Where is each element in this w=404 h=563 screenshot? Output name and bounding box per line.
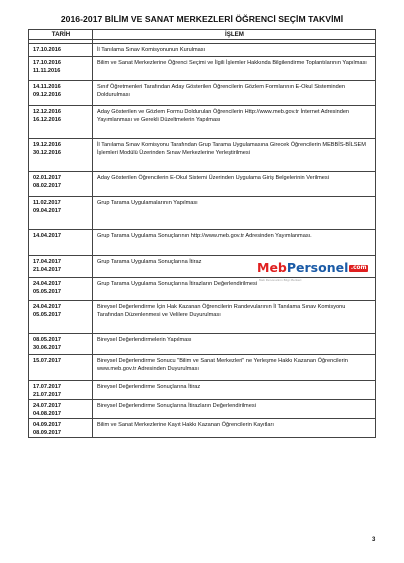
date-line: 11.02.2017 [33, 199, 61, 206]
date-cell [29, 197, 93, 230]
table-row [29, 301, 376, 334]
page-number: 3 [372, 537, 376, 543]
table-row [29, 334, 376, 355]
mebpersonel-watermark-logo [257, 260, 375, 282]
date-line: 05.05.2017 [33, 311, 61, 318]
date-line: 24.07.2017 [33, 402, 61, 409]
task-cell: Aday Gösterilen Öğrencilerin E-Okul Sistemi Üzerinden Uygulama Giriş Belgelerinin Verilmesi [93, 172, 376, 197]
task-column-header: İŞLEM [93, 30, 376, 40]
logo-personel-text: Personel [286, 260, 349, 275]
date-column-header: TARİH [29, 30, 93, 40]
date-line: 08.02.2017 [33, 182, 61, 189]
date-line: 14.04.2017 [33, 232, 61, 239]
task-cell: Sınıf Öğretmenleri Tarafından Aday Gösterilen Öğrencilerin Gözlem Formlarının E-Okul Sisteminden Doldurulması [93, 81, 376, 106]
date-line: 17.10.2016 [33, 46, 61, 53]
date-cell [29, 355, 93, 381]
date-cell [29, 381, 93, 400]
date-line: 16.12.2016 [33, 116, 61, 123]
date-line: 15.07.2017 [33, 357, 61, 364]
date-line: 04.09.2017 [33, 421, 61, 428]
date-line: 30.06.2017 [33, 344, 61, 351]
date-cell [29, 57, 93, 81]
table-row [29, 197, 376, 230]
task-cell: Bireysel Değerlendirme Sonuçlarına İtirazların Değerlendirilmesi [93, 400, 376, 419]
table-row [29, 355, 376, 381]
task-cell: İl Tanılama Sınav Komisyonu Tarafından Grup Tarama Uygulamasına Girecek Öğrencilerin MEBBİS-BİLSEM İşlemleri Modülü Üzerinden Sınav Merkezlerine Yerleştirilmesi [93, 139, 376, 172]
task-cell: Bilim ve Sanat Merkezlerine Kayıt Hakkı Kazanan Öğrencilerin Kayıtları [93, 419, 376, 438]
date-cell [29, 106, 93, 139]
date-cell [29, 139, 93, 172]
task-cell: Bilim ve Sanat Merkezlerine Öğrenci Seçimi ve İlgili İşlemler Hakkında Bilgilendirme Toplantılarının Yapılması [93, 57, 376, 81]
task-cell: Bireysel Değerlendirme Sonucu "Bilim ve Sanat Merkezleri" ne Yerleşme Hakkı Kazanan Öğrencilerin www.meb.gov.tr Adresinden Duyurulması [93, 355, 376, 381]
date-cell [29, 172, 93, 197]
task-cell: Grup Tarama Uygulama Sonuçlarına İtirazların Değerlendirilmesi [93, 278, 376, 301]
date-cell [29, 301, 93, 334]
date-line: 02.01.2017 [33, 174, 61, 181]
date-line: 17.04.2017 [33, 258, 61, 265]
task-cell: Grup Tarama Uygulama Sonuçlarına İtiraz [93, 256, 376, 278]
schedule-table [28, 29, 376, 438]
schedule-rows [29, 40, 376, 438]
date-line: 21.04.2017 [33, 266, 61, 273]
task-cell: Grup Tarama Uygulamalarının Yapılması [93, 197, 376, 230]
table-header-row [29, 30, 376, 40]
date-cell [29, 44, 93, 57]
task-cell: Bireysel Değerlendirme Sonuçlarına İtiraz [93, 381, 376, 400]
logo-meb-text: Meb [257, 260, 287, 275]
table-row [29, 139, 376, 172]
date-cell [29, 278, 93, 301]
date-line: 04.08.2017 [33, 410, 61, 417]
date-line: 30.12.2016 [33, 149, 61, 156]
table-row [29, 81, 376, 106]
table-row [29, 57, 376, 81]
date-line: 05.05.2017 [33, 288, 61, 295]
date-line: 19.12.2016 [33, 141, 61, 148]
date-line: 11.11.2016 [33, 67, 61, 74]
table-row [29, 278, 376, 301]
page-title: 2016-2017 BİLİM VE SANAT MERKEZLERİ ÖĞRENCİ SEÇİM TAKVİMİ [60, 14, 344, 24]
date-line: 08.09.2017 [33, 429, 61, 436]
date-cell [29, 81, 93, 106]
date-line: 09.04.2017 [33, 207, 61, 214]
date-cell [29, 400, 93, 419]
task-cell: Bireysel Değerlendirme İçin Hak Kazanan Öğrencilerin Randevularının İl Tanılama Sınav Komisyonu Tarafından Düzenlenmesi ve Velilere Duyurulması [93, 301, 376, 334]
task-cell: Grup Tarama Uygulama Sonuçlarının http://www.meb.gov.tr Adresinden Yayımlanması. [93, 230, 376, 256]
date-line: 14.11.2016 [33, 83, 61, 90]
table-row [29, 400, 376, 419]
table-row [29, 106, 376, 139]
logo-tagline: Meb Personelinin Bilgi Merkezi [259, 278, 302, 282]
date-cell [29, 334, 93, 355]
table-row [29, 419, 376, 438]
date-line: 17.10.2016 [33, 59, 61, 66]
task-cell: Aday Gösterilen ve Gözlem Formu Doldurulan Öğrencilerin Http://www.meb.gov.tr İnternet Adresinden Yayımlanması ve Gerekli Düzeltmelerin Yapılması [93, 106, 376, 139]
table-row [29, 230, 376, 256]
task-cell: Bireysel Değerlendirmelerin Yapılması [93, 334, 376, 355]
date-line: 24.04.2017 [33, 303, 61, 310]
date-line: 21.07.2017 [33, 391, 61, 398]
date-line: 12.12.2016 [33, 108, 61, 115]
logo-dotcom-badge: .com [350, 265, 367, 271]
date-line: 08.05.2017 [33, 336, 61, 343]
date-line: 09.12.2016 [33, 91, 61, 98]
table-row [29, 44, 376, 57]
date-cell [29, 256, 93, 278]
date-line: 17.07.2017 [33, 383, 61, 390]
task-cell: İl Tanılama Sınav Komisyonunun Kurulması [93, 44, 376, 57]
date-cell [29, 419, 93, 438]
date-cell [29, 230, 93, 256]
table-row [29, 381, 376, 400]
date-line: 24.04.2017 [33, 280, 61, 287]
table-row [29, 172, 376, 197]
